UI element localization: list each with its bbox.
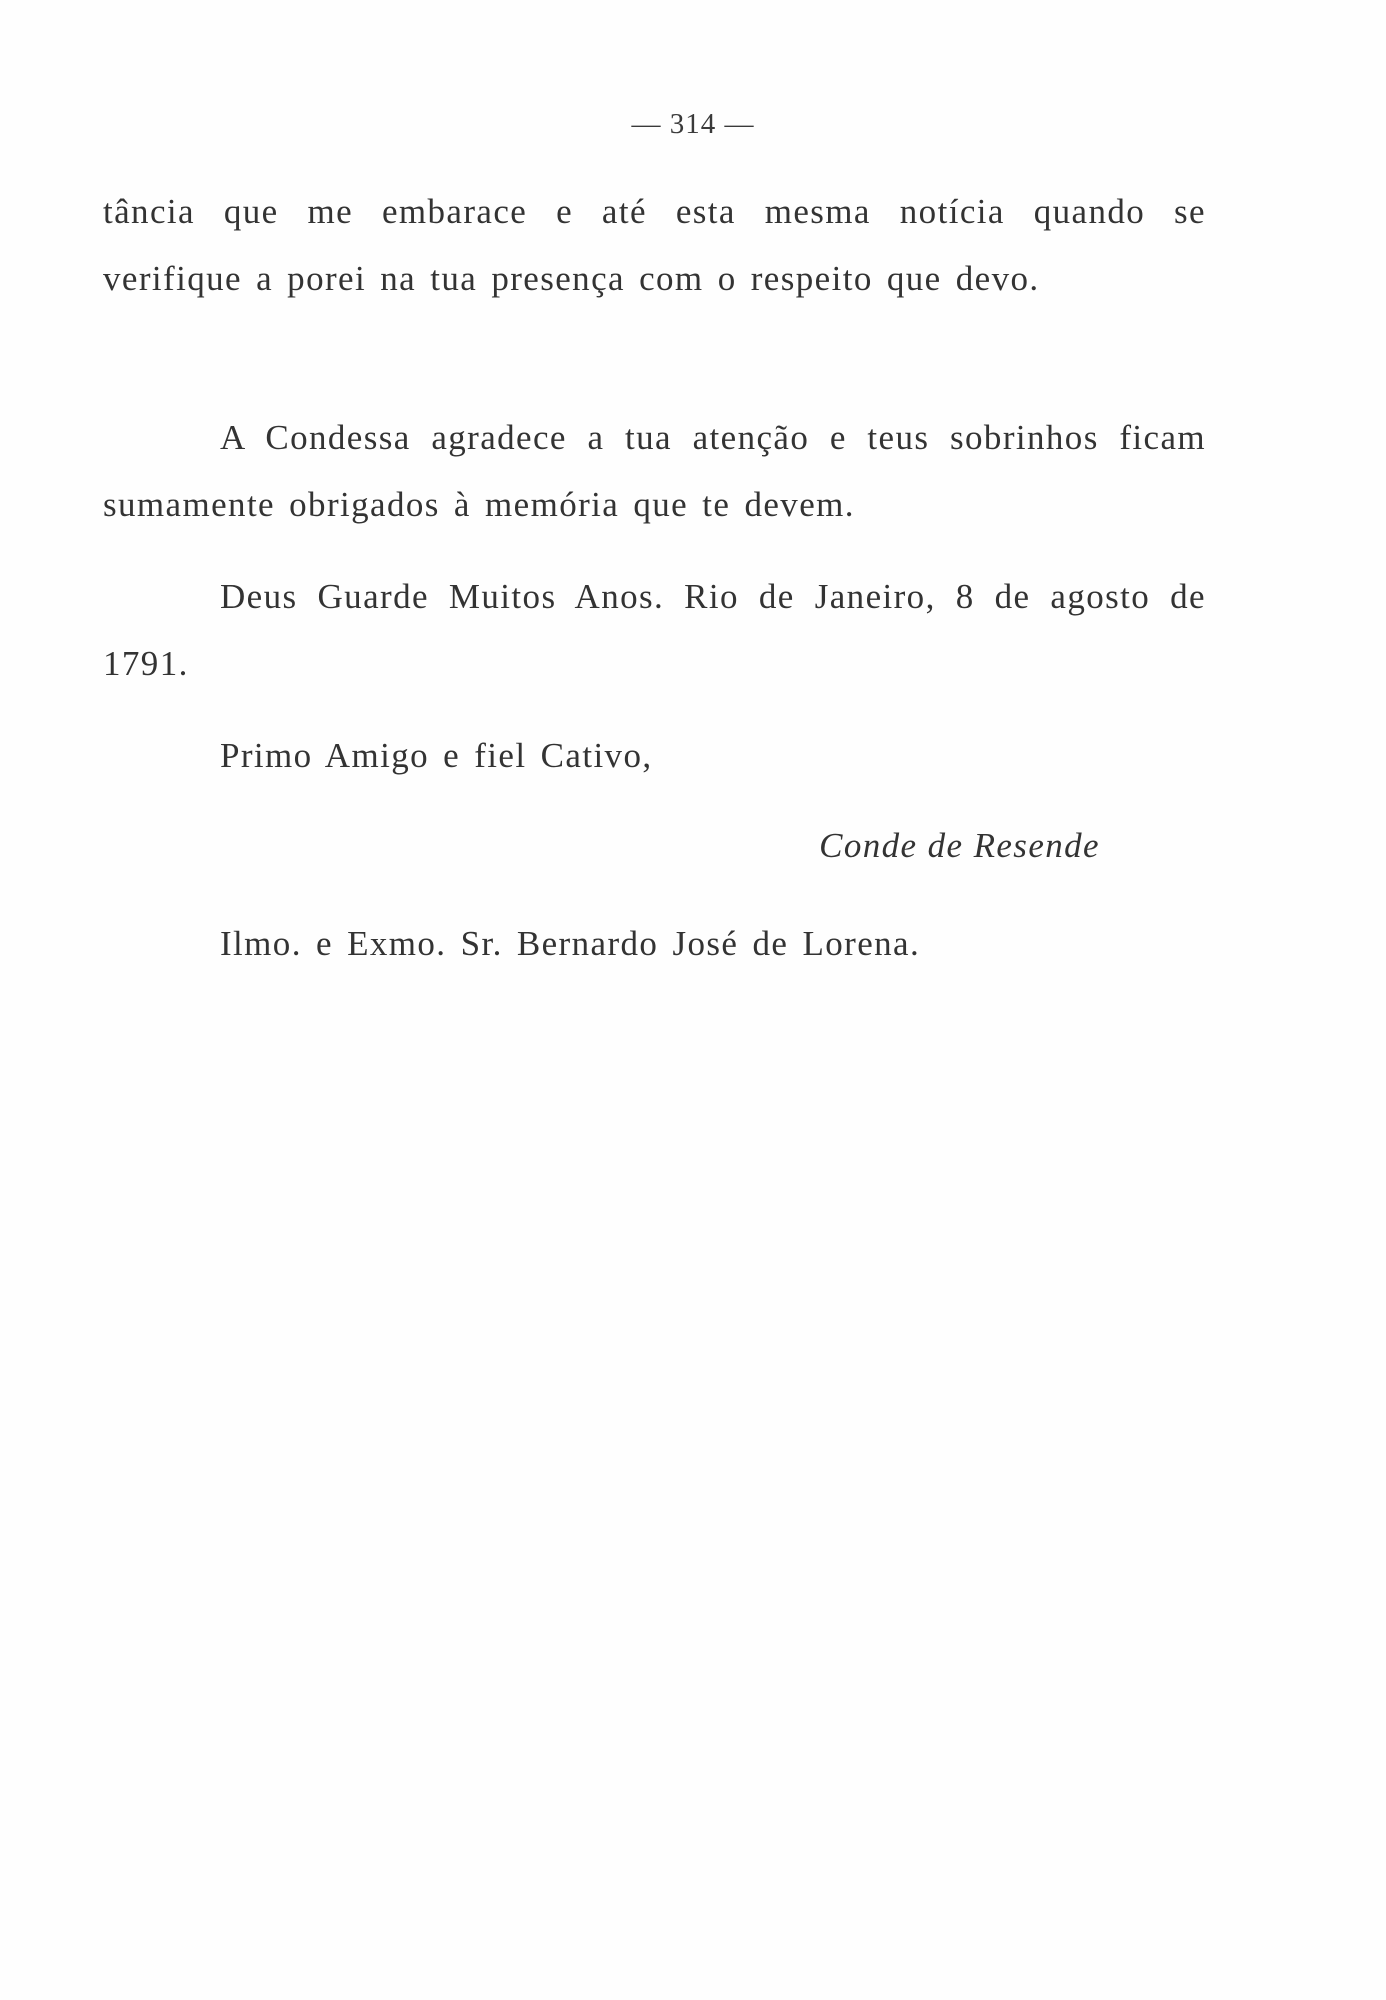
paragraph-continuation: tância que me embarace e até esta mesma notícia quando se verifique a porei na tua presença com o respeito que devo. bbox=[103, 192, 1206, 298]
paragraph-continuation-block bbox=[103, 178, 1206, 312]
paragraph-condessa: A Condessa agradece a tua atenção e teus sobrinhos ficam sumamente obrigados à memória que te devem. bbox=[103, 418, 1206, 524]
signature: Conde de Resende bbox=[819, 826, 1100, 865]
closing-salutation: Primo Amigo e fiel Cativo, bbox=[220, 736, 653, 775]
closing-salutation-block bbox=[103, 722, 1206, 789]
paragraph-condessa-block bbox=[103, 404, 1206, 538]
addressee: Ilmo. e Exmo. Sr. Bernardo José de Lorena. bbox=[220, 924, 921, 963]
paragraph-date-block bbox=[103, 563, 1206, 697]
paragraph-date: Deus Guarde Muitos Anos. Rio de Janeiro, 8 de agosto de 1791. bbox=[103, 577, 1206, 683]
page-number: — 314 — bbox=[631, 108, 755, 140]
